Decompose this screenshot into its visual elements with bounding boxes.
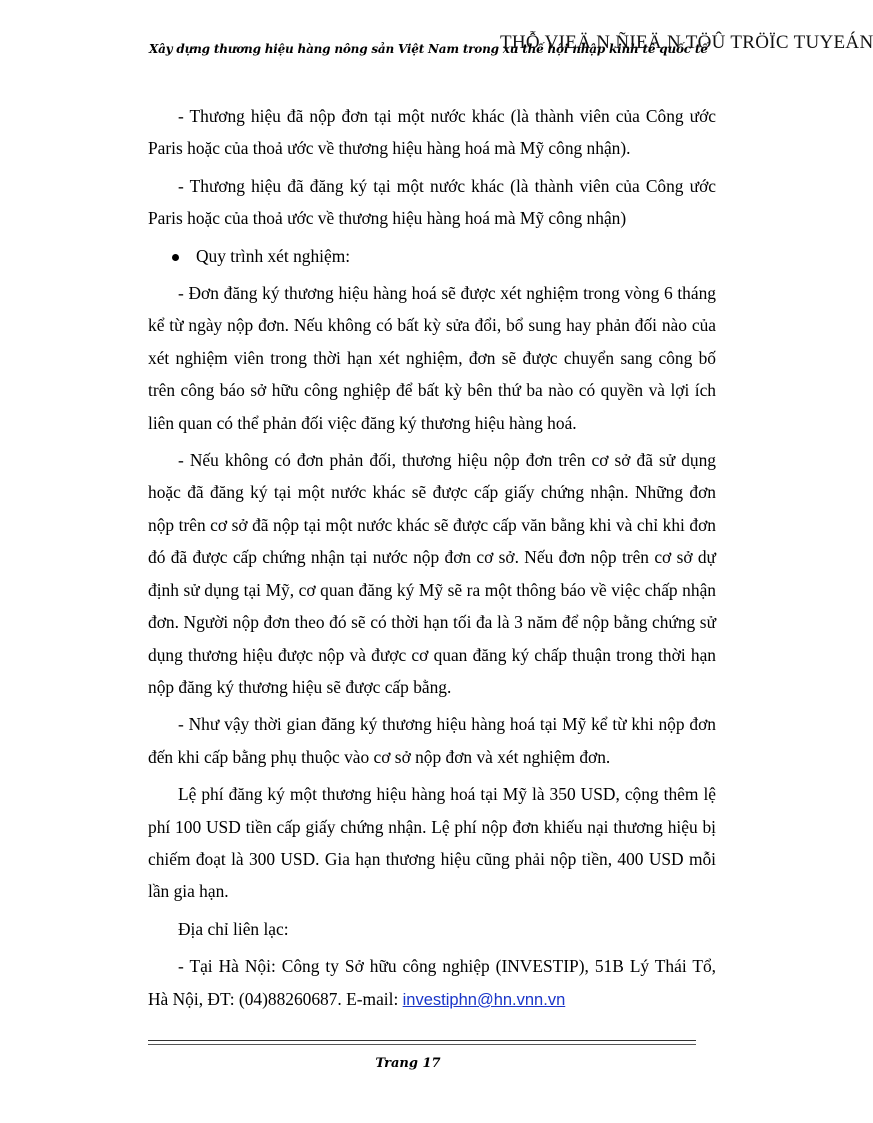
page-number: Trang 17 xyxy=(375,1056,441,1071)
contact-text: - Tại Hà Nội: Công ty Sở hữu công nghiệp (INVESTIP), 51B Lý Thái Tổ, Hà Nội, ĐT: (04)88260687. E-mail: xyxy=(148,956,716,1009)
footer-rule-bottom xyxy=(148,1044,696,1045)
document-body xyxy=(148,100,716,1021)
paragraph: - Thương hiệu đã nộp đơn tại một nước khác (là thành viên của Công ước Paris hoặc của thoả ước về thương hiệu hàng hoá mà Mỹ công nhận). xyxy=(148,106,716,159)
email-link[interactable]: investiphn@hn.vnn.vn xyxy=(402,990,566,1009)
bullet-icon xyxy=(172,254,179,261)
bullet-label: Quy trình xét nghiệm: xyxy=(196,245,351,266)
paragraph: - Nếu không có đơn phản đối, thương hiệu nộp đơn trên cơ sở đã sử dụng hoặc đã đăng ký tại một nước khác sẽ được cấp giấy chứng nhận. Những đơn nộp trên cơ sở đã nộp tại một nước khác sẽ được cấp văn bằng khi và chỉ khi đơn đó đã được cấp chứng nhận tại nước nộp đơn cơ sở. Nếu đơn nộp trên cơ sở dự định sử dụng tại Mỹ, cơ quan đăng ký Mỹ sẽ ra một thông báo về việc chấp nhận đơn. Người nộp đơn theo đó sẽ có thời hạn tối đa là 3 năm để nộp bằng chứng sử dụng thương hiệu được nộp và được cơ quan đăng ký chấp thuận trong thời hạn nộp đăng ký thương hiệu sẽ được cấp bằng. xyxy=(148,450,716,697)
contact-paragraph xyxy=(148,950,716,1016)
paragraph: - Như vậy thời gian đăng ký thương hiệu hàng hoá tại Mỹ kể từ khi nộp đơn đến khi cấp bằng phụ thuộc vào cơ sở nộp đơn và xét nghiệm đơn. xyxy=(148,714,716,767)
footer-rule-top xyxy=(148,1040,696,1041)
paragraph: Lệ phí đăng ký một thương hiệu hàng hoá tại Mỹ là 350 USD, cộng thêm lệ phí 100 USD tiền cấp giấy chứng nhận. Lệ phí nộp đơn khiếu nại thương hiệu bị chiếm đoạt là 300 USD. Gia hạn thương hiệu cũng phải nộp tiền, 400 USD mỗi lần gia hạn. xyxy=(148,784,716,902)
bullet-item xyxy=(148,240,716,272)
watermark-text: THỖ VIEÄ N ÑIEÄ N TÖÛ TRÖÏC TUYEÁN xyxy=(500,32,873,53)
page-header-title: Xây dựng thương hiệu hàng nông sản Việt Nam trong xu thế hội nhập kinh tế quốc tế xyxy=(149,42,708,56)
paragraph: - Thương hiệu đã đăng ký tại một nước khác (là thành viên của Công ước Paris hoặc của thoả ước về thương hiệu hàng hoá mà Mỹ công nhận) xyxy=(148,175,716,229)
paragraph: Địa chỉ liên lạc: xyxy=(178,918,289,939)
paragraph: - Đơn đăng ký thương hiệu hàng hoá sẽ được xét nghiệm trong vòng 6 tháng kể từ ngày nộp đơn. Nếu không có bất kỳ sửa đổi, bổ sung hay phản đối nào của xét nghiệm viên trong thời hạn xét nghiệm, đơn sẽ được chuyển sang công bố trên công báo sở hữu công nghiệp để bất kỳ bên thứ ba nào có quyền và lợi ích liên quan có thể phản đối việc đăng ký thương hiệu hàng hoá. xyxy=(148,283,716,433)
